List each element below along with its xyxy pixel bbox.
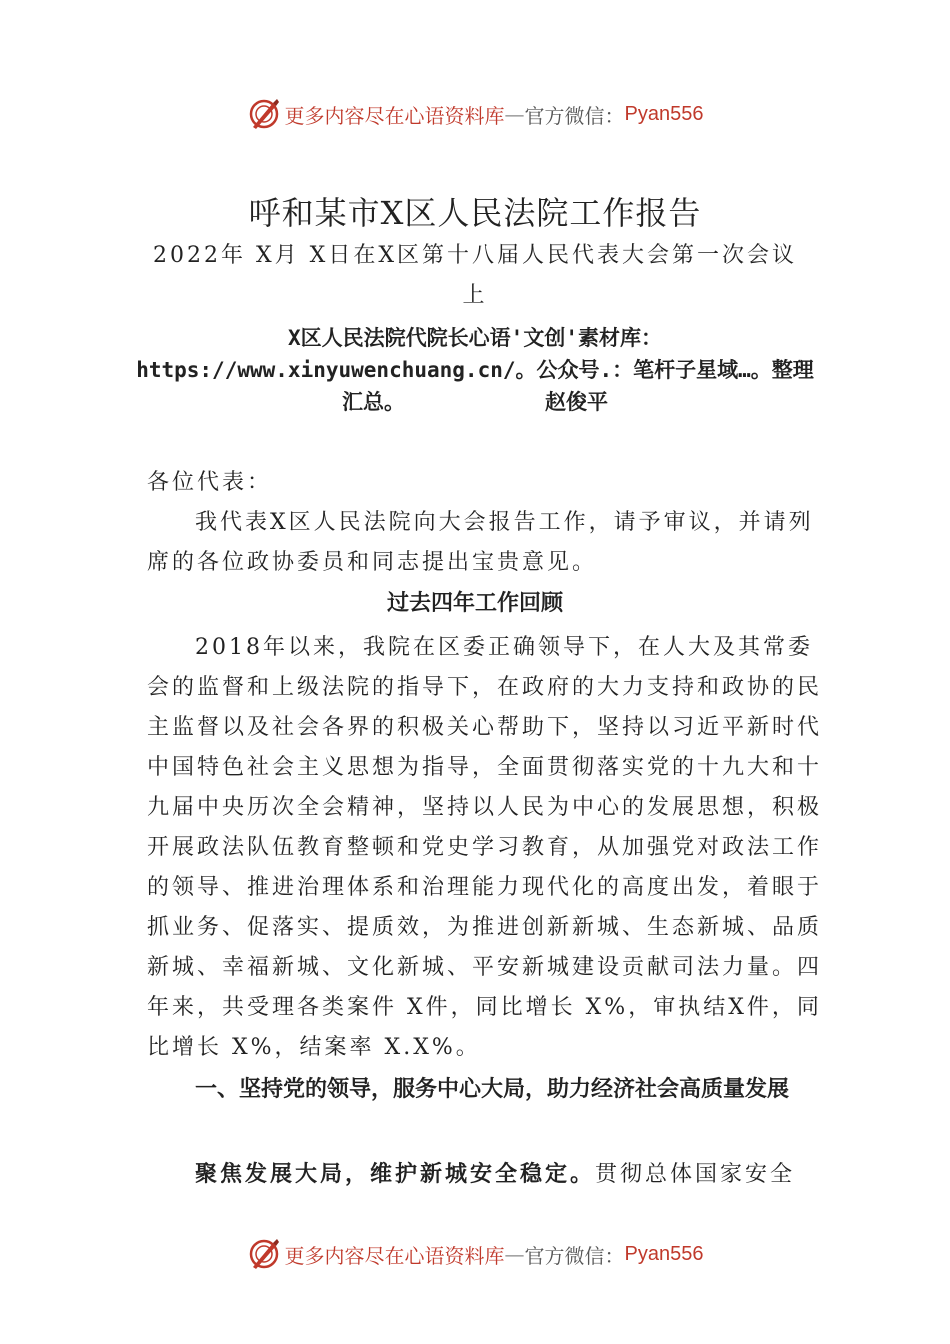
intro-paragraph: 我代表X区人民法院向大会报告工作，请予审议，并请列席的各位政协委员和同志提出宝贵意见。 — [147, 510, 814, 575]
watermark-wechat-label: 官方微信： — [524, 1243, 625, 1268]
watermark-separator: — — [504, 1242, 525, 1266]
watermark-text: 更多内容尽在心语资料库 — [284, 103, 505, 128]
watermark-banner-top — [0, 94, 950, 134]
watermark-wechat-id: Pyan556 — [624, 102, 704, 125]
watermark-banner-bottom — [0, 1234, 950, 1274]
watermark-separator: — — [504, 102, 525, 126]
document-title: 呼和某市X区人民法院工作报告 — [248, 194, 702, 232]
document-subtitle: 2022年 X月 X日在X区第十八届人民代表大会第一次会议上 — [153, 243, 797, 308]
pen-logo-icon — [247, 1237, 281, 1271]
last-paragraph-lead: 聚焦发展大局，维护新城安全稳定。 — [195, 1161, 596, 1187]
review-paragraph: 2018年以来，我院在区委正确领导下，在人大及其常委会的监督和上级法院的指导下，在政府的大力支持和政协的民主监督以及社会各界的积极关心帮助下，坚持以习近平新时代中国特色社会主义思想为指导，全面贯彻落实党的十九大和十九届中央历次全会精神，坚持以人民为中心的发展思想，积极开展政法队伍教育整顿和党史学习教育，从加强党对政法工作的领导、推进治理体系和治理能力现代化的高度出发，着眼于抓业务、促落实、提质效，为推进创新新城、生态新城、品质新城、幸福新城、文化新城、平安新城建设贡献司法力量。四年来，共受理各类案件 X件，同比增长 X%，审执结X件，同比增长 X%，结案率 X.X%。 — [147, 635, 823, 1060]
pen-logo-icon — [247, 97, 281, 131]
watermark-text: 更多内容尽在心语资料库 — [284, 1243, 505, 1268]
last-paragraph-rest: 贯彻总体国家安全 — [595, 1162, 796, 1187]
section-heading: 过去四年工作回顾 — [386, 591, 563, 616]
subsection-heading: 一、坚持党的领导，服务中心大局，助力经济社会高质量发展 — [195, 1077, 790, 1102]
document-byline — [130, 322, 820, 418]
byline-author: 赵俊平 — [545, 390, 608, 414]
byline-source: X区人民法院代院长心语'文创'素材库：https://www.xinyuwenchuang.cn/。公众号.：笔杆子星域…。整理汇总。 — [136, 326, 814, 414]
salutation: 各位代表： — [147, 470, 273, 495]
watermark-wechat-label: 官方微信： — [524, 103, 625, 128]
last-paragraph — [147, 1154, 827, 1195]
watermark-wechat-id: Pyan556 — [624, 1242, 704, 1265]
